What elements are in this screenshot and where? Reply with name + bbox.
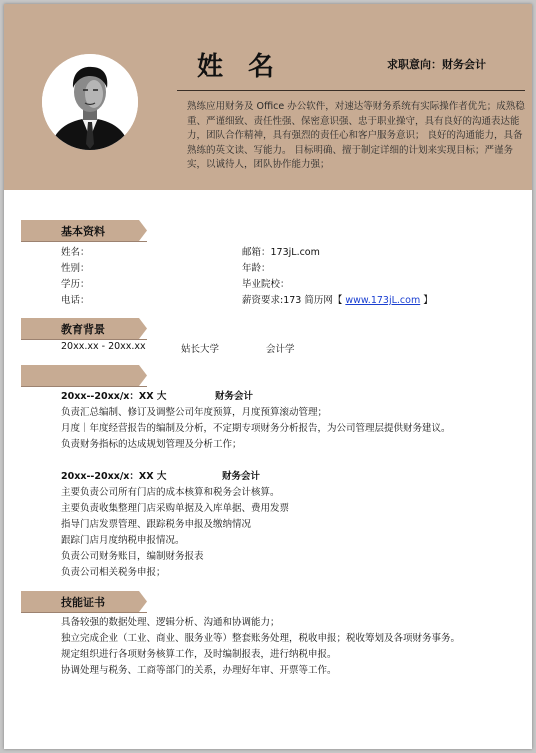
salary-prefix: 薪资要求:173 简历网【	[242, 295, 346, 306]
header-divider	[177, 90, 525, 91]
work-line: 指导门店发票管理、跟踪税务申报及缴纳情况	[61, 519, 252, 530]
skill-line: 独立完成企业（工业、商业、服务业等）整套账务处理，税收申报；税收筹划及各项财务事务。	[61, 633, 461, 644]
section-basic-info	[21, 220, 147, 241]
school-label: 毕业院校：	[242, 279, 290, 290]
work-line: 主要负责收集整理门店采购单据及入库单据、费用发票	[61, 503, 290, 514]
portrait-image	[42, 54, 138, 150]
work-line: 月度｜年度经营报告的编制及分析，不定期专项财务分析报告，为公司管理层提供财务建议。	[61, 423, 451, 434]
name-label: 姓名：	[61, 247, 90, 258]
work-line: 负责公司财务账目，编制财务报表	[61, 551, 204, 562]
avatar	[42, 54, 138, 150]
section-title: 技能证书	[61, 596, 105, 609]
email-label: 邮箱：173jL.com	[242, 247, 320, 258]
work-line: 跟踪门店月度纳税申报情况。	[61, 535, 185, 546]
section-education	[21, 318, 147, 339]
skill-line: 协调处理与税务、工商等部门的关系，办理好年审、开票等工作。	[61, 665, 337, 676]
section-title: 基本资料	[61, 225, 105, 238]
work-entry-role: 财务会计	[215, 391, 254, 402]
education-label: 学历：	[61, 279, 90, 290]
age-label: 年龄：	[242, 263, 271, 274]
salary-line	[242, 292, 433, 306]
job-objective: 求职意向：财务会计	[387, 58, 486, 71]
work-entry-role: 财务会计	[222, 471, 261, 482]
education-major: 会计学	[266, 344, 295, 355]
section-skills	[21, 591, 147, 612]
education-school: 姑长大学	[181, 344, 220, 355]
work-line: 主要负责公司所有门店的成本核算和税务会计核算。	[61, 487, 280, 498]
work-line: 负责公司相关税务申报；	[61, 567, 166, 578]
phone-label: 电话：	[61, 295, 90, 306]
work-entry-heading: 20xx--20xx/x：XX 大	[61, 391, 167, 402]
gender-label: 性别：	[61, 263, 90, 274]
skill-line: 规定组织进行各项财务核算工作，及时编制报表，进行纳税申报。	[61, 649, 337, 660]
section-work-experience	[21, 365, 147, 386]
candidate-name: 姓 名	[197, 52, 283, 82]
section-title: 教育背景	[61, 323, 105, 336]
header-band	[4, 4, 532, 190]
education-period: 20xx.xx - 20xx.xx	[61, 341, 146, 352]
website-link[interactable]: www.173jL.com	[345, 295, 421, 306]
skill-line: 具备较强的数据处理、逻辑分析、沟通和协调能力；	[61, 617, 280, 628]
work-line: 负责财务指标的达成规划管理及分析工作；	[61, 439, 242, 450]
work-line: 负责汇总编制、修订及调整公司年度预算，月度预算滚动管理；	[61, 407, 328, 418]
resume-page	[4, 4, 532, 749]
salary-suffix: 】	[420, 295, 433, 306]
work-entry-heading: 20xx--20xx/x：XX 大	[61, 471, 167, 482]
self-summary: 熟练应用财务及 Office 办公软件，对速达等财务系统有实际操作者优先；成熟稳重、严谨细致、责任性强、保密意识强、忠于职业操守，具有良好的沟通表达能力，团队合作精神，具有强烈的责任心和客户服务意识； 良好的沟通能力，具备熟练的英文读、写能力。 目标明确、擅于制定详细的计划来实现目标；严谨务实，以诚待人，团队协作能力强；	[187, 101, 525, 170]
